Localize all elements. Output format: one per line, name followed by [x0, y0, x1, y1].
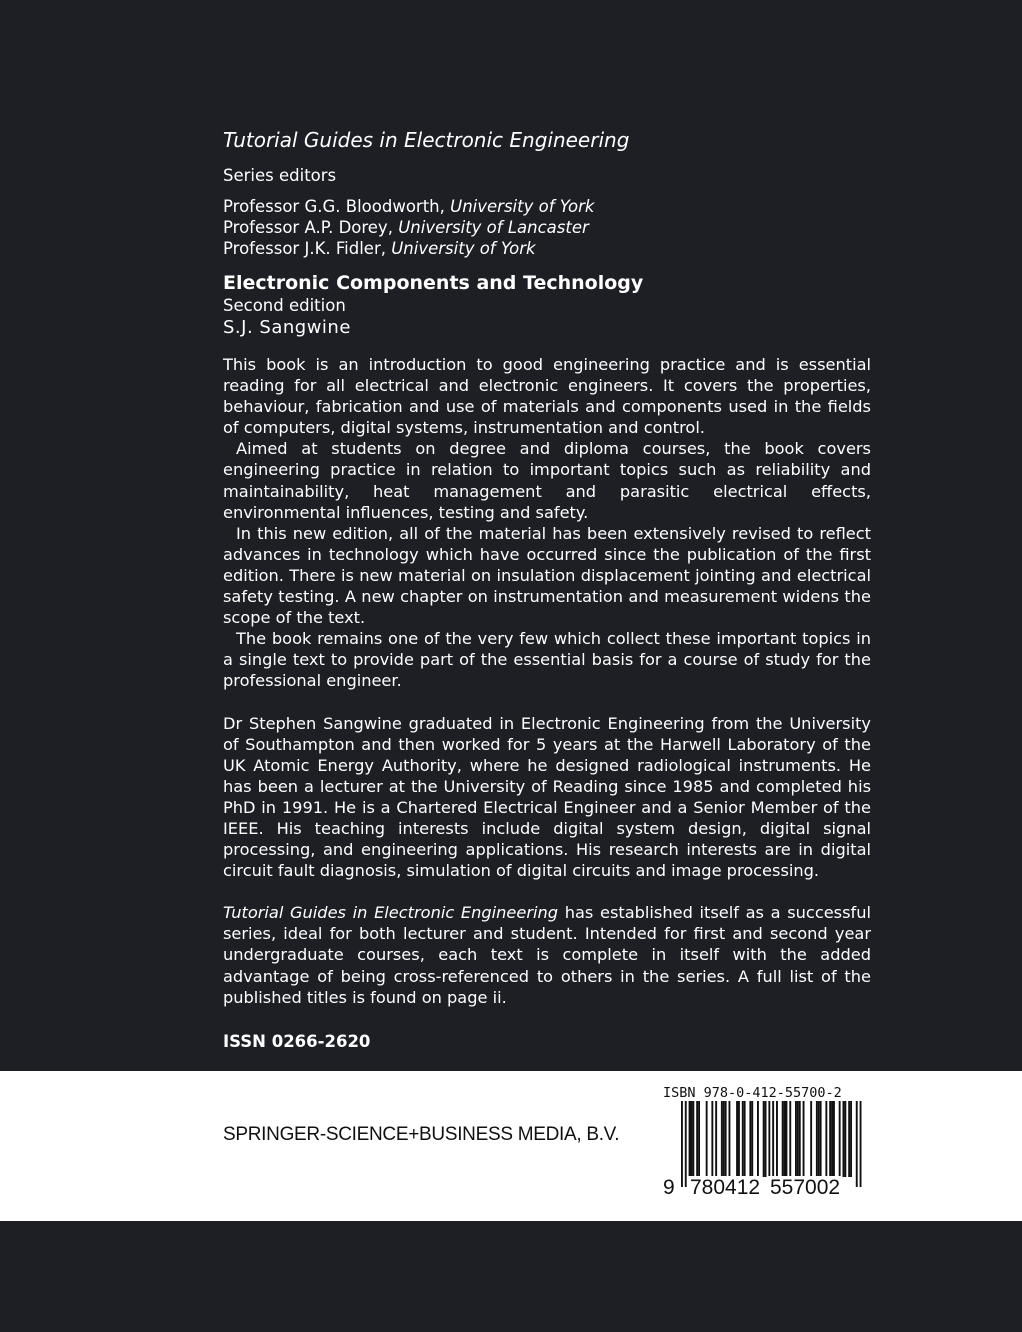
barcode-bar: [818, 1101, 820, 1177]
barcode-bar: [784, 1101, 786, 1177]
barcode-bar: [725, 1101, 727, 1177]
barcode-bar: [844, 1101, 846, 1177]
barcode-bar: [729, 1101, 731, 1177]
barcode-guard-bar: [685, 1101, 687, 1187]
series-title: Tutorial Guides in Electronic Engineering: [223, 128, 630, 152]
barcode-bar: [789, 1101, 791, 1177]
author-bio-paragraph: Dr Stephen Sangwine graduated in Electronic Engineering from the University of Southampton and then worked for 5 years at the Harwell Laboratory of the UK Atomic Energy Authority, where he designed radiological instruments. He has been a lecturer at the University of Reading since 1985 and completed his PhD in 1991. He is a Chartered Electrical Engineer and a Senior Member of the IEEE. His teaching interests include digital system design, digital signal processing, and engineering applications. His research interests are in digital circuit fault diagnosis, simulation of digital circuits and image processing.: [223, 713, 871, 881]
ean-right-digits: 557002: [770, 1176, 841, 1199]
barcode-guard-bar: [772, 1101, 774, 1187]
barcode-bar: [829, 1101, 831, 1177]
barcode-bar: [742, 1101, 744, 1177]
barcode-bar: [820, 1101, 822, 1177]
series-editor: [223, 238, 871, 259]
description-paragraph: Aimed at students on degree and diploma courses, the book covers engineering practice in relation to important topics such as reliability and maintainability, heat management and parasitic electrical effects, environmental influences, testing and safety.: [223, 439, 871, 522]
barcode-bar: [721, 1101, 723, 1177]
ean-first-digit: 9: [663, 1176, 675, 1199]
barcode-bar: [848, 1101, 850, 1177]
barcode-bar: [706, 1101, 708, 1177]
publisher-name: SPRINGER-SCIENCE+BUSINESS MEDIA, B.V.: [223, 1124, 620, 1145]
description-paragraph: The book remains one of the very few which collect these important topics in a single text to provide part of the essential basis for a course of study for the professional engineer.: [223, 629, 871, 691]
series-blurb: [223, 902, 871, 1007]
description-paragraph: In this new edition, all of the material has been extensively revised to reflect advances in technology which have occurred since the publication of the first edition. There is new material on insulation displacement jointing and electrical safety testing. A new chapter on instrumentation and measurement widens the scope of the text.: [223, 523, 871, 628]
editor-name: Professor J.K. Fidler,: [223, 239, 392, 258]
series-editors-list: [223, 196, 871, 259]
series-editor: [223, 217, 871, 238]
series-editors-heading: Series editors: [223, 166, 337, 185]
series-blurb-paragraph: [223, 902, 871, 1007]
editor-name: Professor A.P. Dorey,: [223, 218, 399, 237]
barcode-bar: [698, 1101, 700, 1177]
barcode-bar: [825, 1101, 827, 1177]
isbn-label: ISBN 978-0-412-55700-2: [663, 1085, 842, 1101]
barcode-bar: [711, 1101, 713, 1177]
barcode-guard-bar: [768, 1101, 770, 1187]
series-blurb-name: Tutorial Guides in Electronic Engineering: [223, 903, 559, 923]
barcode-bar: [810, 1101, 812, 1177]
barcode-bar: [765, 1101, 767, 1177]
editor-affiliation: University of York: [391, 239, 536, 258]
barcode-bar: [833, 1101, 835, 1177]
description-paragraph: This book is an introduction to good engineering practice and is essential reading for all electrical and electronic engineers. It covers the properties, behaviour, fabrication and use of materials and components used in the fields of computers, digital systems, instrumentation and control.: [223, 355, 871, 438]
barcode-bar: [692, 1101, 694, 1177]
barcode-bar: [744, 1101, 746, 1177]
series-blurb-text: has established itself as a successful series, ideal for both lecturer and student. Intended for first and second year undergraduate courses, each text is complete in itself with the added advantage of being cross-referenced to others in the series. A full list of the published titles is found on page ii.: [223, 903, 872, 1007]
barcode-guard-bar: [681, 1101, 683, 1187]
barcode-bar: [763, 1101, 765, 1177]
barcode-bar: [736, 1101, 738, 1177]
series-editor: [223, 196, 871, 217]
book-edition: Second edition: [223, 296, 346, 315]
book-description: [223, 354, 871, 692]
ean-left-digits: 780412: [690, 1176, 761, 1199]
barcode-bar: [797, 1101, 799, 1177]
barcode-bar: [776, 1101, 778, 1177]
barcode-bar: [850, 1101, 852, 1177]
barcode-bar: [696, 1101, 698, 1177]
barcode-bar: [843, 1101, 845, 1177]
book-author: S.J. Sangwine: [223, 317, 351, 338]
barcode-bar: [749, 1101, 751, 1177]
barcode-bar: [715, 1101, 717, 1177]
editor-affiliation: University of York: [450, 197, 595, 216]
barcode-bar: [803, 1101, 805, 1177]
issn: ISSN 0266-2620: [223, 1031, 371, 1051]
barcode-bar: [757, 1101, 759, 1177]
barcode-guard-bar: [860, 1101, 862, 1187]
back-cover-text: [223, 127, 871, 1053]
barcode-bar: [839, 1101, 841, 1177]
editor-affiliation: University of Lancaster: [398, 218, 589, 237]
barcode-bar: [786, 1101, 788, 1177]
barcode-bar: [831, 1101, 833, 1177]
barcode-bar: [795, 1101, 797, 1177]
barcode-bar: [816, 1101, 818, 1177]
barcode-bar: [751, 1101, 753, 1177]
barcode-bar: [689, 1101, 691, 1177]
barcode-bar: [691, 1101, 693, 1177]
author-biography: [223, 713, 871, 882]
barcode-bar: [799, 1101, 801, 1177]
barcode-bar: [782, 1101, 784, 1177]
book-title: Electronic Components and Technology: [223, 272, 644, 294]
barcode-bar: [723, 1101, 725, 1177]
barcode-bar: [738, 1101, 740, 1177]
barcode-guard-bar: [856, 1101, 858, 1187]
editor-name: Professor G.G. Bloodworth,: [223, 197, 451, 216]
cover-bottom: [0, 1221, 1022, 1332]
